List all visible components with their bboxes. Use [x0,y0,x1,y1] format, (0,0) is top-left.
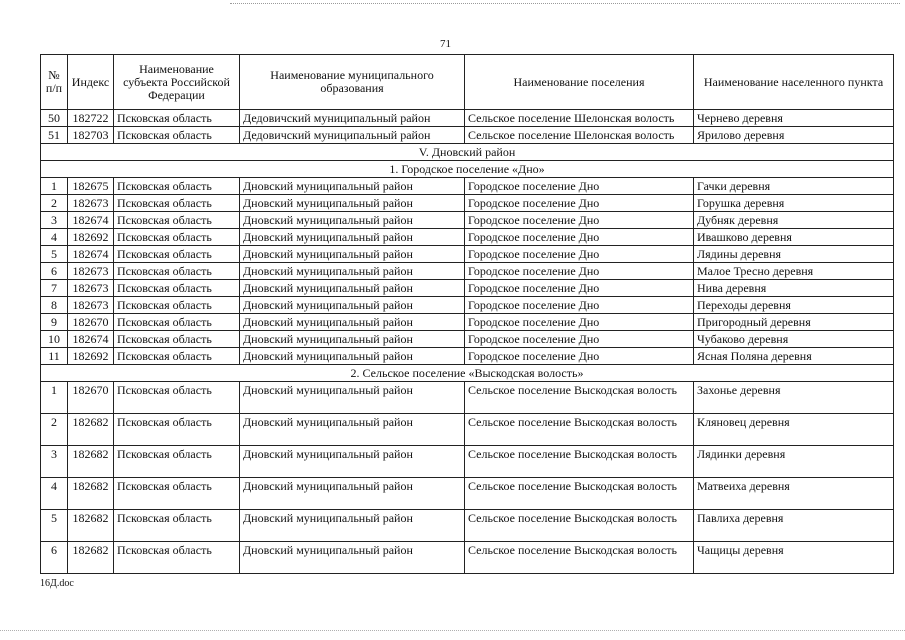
subsection-dno-title: 1. Городское поселение «Дно» [41,161,894,178]
rows-top [41,110,894,144]
cell-locality: Захонье деревня [694,382,894,414]
cell-subject: Псковская область [114,246,240,263]
cell-municipal: Дновский муниципальный район [240,382,465,414]
file-footer: 16Д.doc [40,578,74,589]
cell-subject: Псковская область [114,297,240,314]
cell-num: 11 [41,348,68,365]
cell-settlement: Городское поселение Дно [465,178,694,195]
cell-num: 5 [41,246,68,263]
table-row [41,542,894,574]
table-row [41,280,894,297]
cell-index: 182673 [68,297,114,314]
cell-municipal: Дновский муниципальный район [240,212,465,229]
cell-index: 182682 [68,446,114,478]
cell-municipal: Дновский муниципальный район [240,446,465,478]
cell-num: 5 [41,510,68,542]
cell-settlement: Городское поселение Дно [465,212,694,229]
cell-municipal: Дедовичский муниципальный район [240,127,465,144]
table-row [41,195,894,212]
table-row [41,297,894,314]
table-row [41,382,894,414]
table-row [41,478,894,510]
cell-settlement: Сельское поселение Шелонская волость [465,127,694,144]
cell-locality: Лядинки деревня [694,446,894,478]
cell-locality: Малое Тресно деревня [694,263,894,280]
cell-settlement: Сельское поселение Выскодская волость [465,510,694,542]
cell-index: 182682 [68,414,114,446]
table-row [41,510,894,542]
cell-subject: Псковская область [114,127,240,144]
cell-index: 182670 [68,314,114,331]
table-row [41,229,894,246]
table-row [41,263,894,280]
cell-num: 9 [41,314,68,331]
cell-settlement: Городское поселение Дно [465,263,694,280]
cell-settlement: Сельское поселение Выскодская волость [465,446,694,478]
cell-subject: Псковская область [114,542,240,574]
cell-subject: Псковская область [114,178,240,195]
cell-index: 182673 [68,280,114,297]
cell-municipal: Дновский муниципальный район [240,263,465,280]
cell-subject: Псковская область [114,382,240,414]
cell-municipal: Дновский муниципальный район [240,348,465,365]
cell-num: 3 [41,212,68,229]
cell-index: 182670 [68,382,114,414]
cell-index: 182703 [68,127,114,144]
header-num: № п/п [41,55,68,110]
header-municipal: Наименование муниципального образования [240,55,465,110]
cell-subject: Псковская область [114,414,240,446]
cell-locality: Чащицы деревня [694,542,894,574]
table-row [41,314,894,331]
table-row [41,414,894,446]
cell-num: 4 [41,478,68,510]
subsection-vyskod-title: 2. Сельское поселение «Выскодская волость» [41,365,894,382]
scan-edge-bottom [0,630,905,631]
cell-index: 182682 [68,510,114,542]
cell-index: 182674 [68,212,114,229]
cell-settlement: Сельское поселение Выскодская волость [465,414,694,446]
cell-settlement: Городское поселение Дно [465,229,694,246]
cell-index: 182675 [68,178,114,195]
header-row [41,55,894,110]
header-subject: Наименование субъекта Российской Федерации [114,55,240,110]
cell-index: 182673 [68,263,114,280]
cell-locality: Нива деревня [694,280,894,297]
cell-locality: Лядины деревня [694,246,894,263]
cell-index: 182692 [68,229,114,246]
cell-settlement: Городское поселение Дно [465,246,694,263]
table-row [41,331,894,348]
cell-municipal: Дновский муниципальный район [240,414,465,446]
cell-index: 182674 [68,331,114,348]
rows-dno [41,178,894,365]
cell-num: 7 [41,280,68,297]
cell-subject: Псковская область [114,446,240,478]
cell-subject: Псковская область [114,212,240,229]
header-locality: Наименование населенного пункта [694,55,894,110]
cell-num: 2 [41,414,68,446]
cell-locality: Дубняк деревня [694,212,894,229]
cell-num: 3 [41,446,68,478]
cell-num: 1 [41,382,68,414]
cell-municipal: Дедовичский муниципальный район [240,110,465,127]
cell-num: 6 [41,263,68,280]
table-row [41,110,894,127]
cell-locality: Переходы деревня [694,297,894,314]
cell-municipal: Дновский муниципальный район [240,297,465,314]
cell-num: 8 [41,297,68,314]
cell-municipal: Дновский муниципальный район [240,314,465,331]
cell-settlement: Городское поселение Дно [465,314,694,331]
cell-locality: Горушка деревня [694,195,894,212]
cell-index: 182722 [68,110,114,127]
cell-num: 4 [41,229,68,246]
cell-subject: Псковская область [114,263,240,280]
cell-municipal: Дновский муниципальный район [240,195,465,212]
cell-settlement: Городское поселение Дно [465,195,694,212]
cell-municipal: Дновский муниципальный район [240,178,465,195]
cell-municipal: Дновский муниципальный район [240,280,465,297]
cell-subject: Псковская область [114,314,240,331]
cell-settlement: Городское поселение Дно [465,348,694,365]
cell-locality: Ясная Поляна деревня [694,348,894,365]
table-row [41,178,894,195]
cell-subject: Псковская область [114,348,240,365]
cell-index: 182692 [68,348,114,365]
cell-index: 182682 [68,478,114,510]
cell-settlement: Городское поселение Дно [465,331,694,348]
cell-municipal: Дновский муниципальный район [240,331,465,348]
cell-subject: Псковская область [114,280,240,297]
cell-locality: Черневo деревня [694,110,894,127]
header-index: Индекс [68,55,114,110]
section-title: V. Дновский район [41,144,894,161]
cell-subject: Псковская область [114,331,240,348]
cell-subject: Псковская область [114,478,240,510]
cell-municipal: Дновский муниципальный район [240,478,465,510]
page-number: 71 [440,38,451,50]
cell-locality: Павлиха деревня [694,510,894,542]
rows-vyskod [41,382,894,574]
cell-index: 182673 [68,195,114,212]
cell-subject: Псковская область [114,195,240,212]
cell-municipal: Дновский муниципальный район [240,246,465,263]
cell-num: 1 [41,178,68,195]
table-row [41,246,894,263]
cell-locality: Ивашково деревня [694,229,894,246]
scan-edge-top [230,3,900,4]
cell-locality: Чубаково деревня [694,331,894,348]
cell-locality: Гачки деревня [694,178,894,195]
cell-locality: Матвеиха деревня [694,478,894,510]
table-row [41,212,894,229]
cell-index: 182682 [68,542,114,574]
cell-settlement: Сельское поселение Выскодская волость [465,478,694,510]
cell-subject: Псковская область [114,110,240,127]
cell-subject: Псковская область [114,510,240,542]
cell-locality: Пригородный деревня [694,314,894,331]
cell-index: 182674 [68,246,114,263]
cell-subject: Псковская область [114,229,240,246]
cell-settlement: Городское поселение Дно [465,297,694,314]
cell-settlement: Городское поселение Дно [465,280,694,297]
cell-num: 50 [41,110,68,127]
cell-settlement: Сельское поселение Выскодская волость [465,382,694,414]
section-group [41,144,894,178]
cell-municipal: Дновский муниципальный район [240,542,465,574]
cell-locality: Ярилово деревня [694,127,894,144]
table-row [41,348,894,365]
table-row [41,127,894,144]
cell-num: 51 [41,127,68,144]
settlements-table [40,54,894,574]
cell-num: 2 [41,195,68,212]
cell-settlement: Сельское поселение Шелонская волость [465,110,694,127]
cell-num: 10 [41,331,68,348]
cell-num: 6 [41,542,68,574]
cell-settlement: Сельское поселение Выскодская волость [465,542,694,574]
cell-locality: Кляновец деревня [694,414,894,446]
subsection-group [41,365,894,382]
header-settlement: Наименование поселения [465,55,694,110]
cell-municipal: Дновский муниципальный район [240,229,465,246]
table-row [41,446,894,478]
cell-municipal: Дновский муниципальный район [240,510,465,542]
